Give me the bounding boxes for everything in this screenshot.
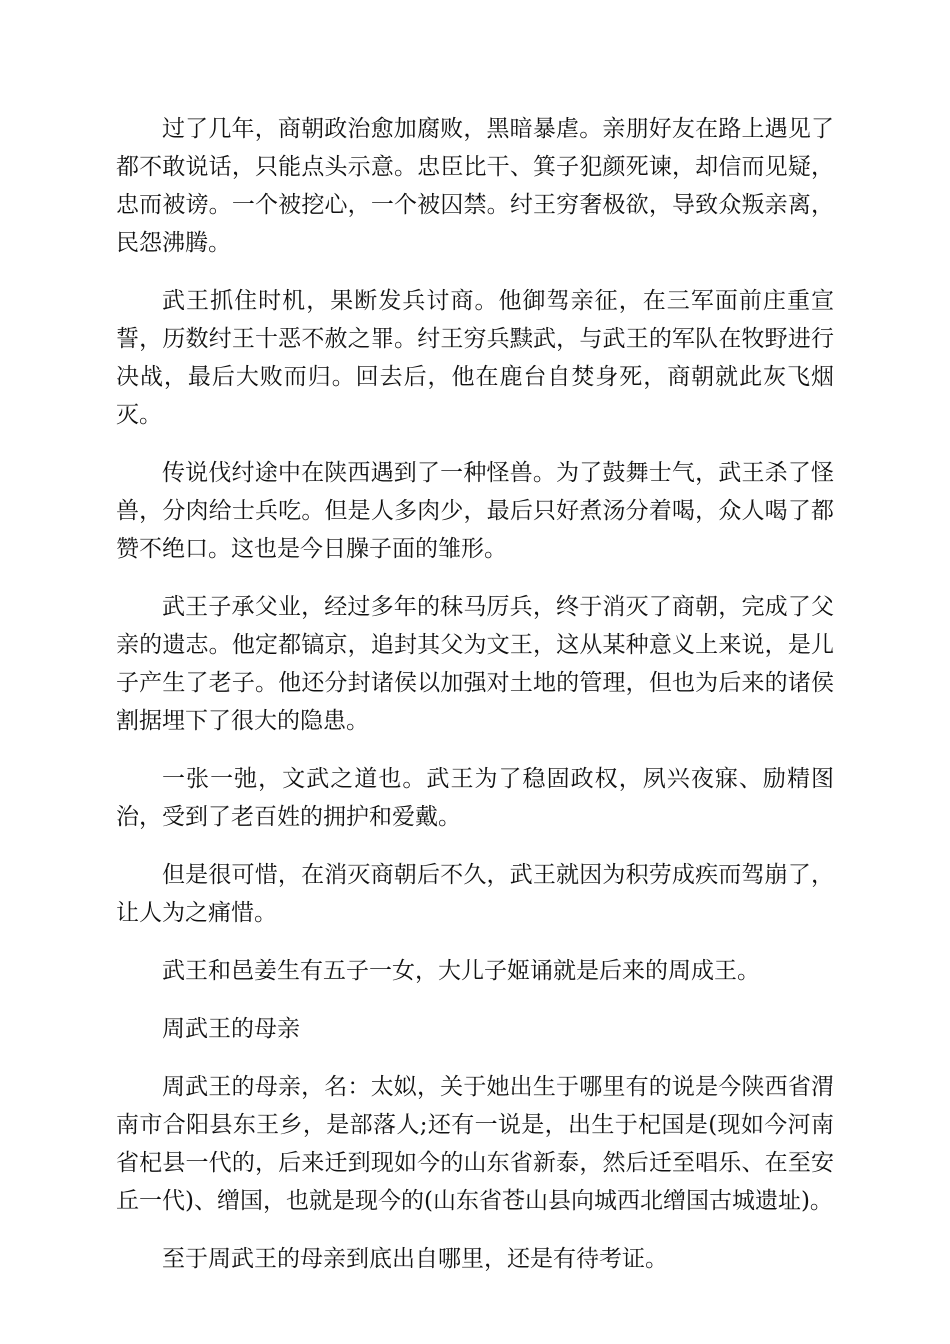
paragraph-king-wu-campaign: 武王抓住时机，果断发兵讨商。他御驾亲征，在三军面前庄重宣誓，历数纣王十恶不赦之罪。纣王穷兵黩武，与武王的军队在牧野进行决战，最后大败而归。回去后，他在鹿台自焚身死，商朝就此灰飞烟灭。 — [116, 288, 834, 428]
paragraph-mother-origin: 周武王的母亲，名：太姒，关于她出生于哪里有的说是今陕西省渭南市合阳县东王乡，是部落人;还有一说是，出生于杞国是(现如今河南省杞县一代的，后来迁到现如今的山东省新泰，然后迁至唱乐、在至安丘一代)、缯国，也就是现今的(山东省苍山县向城西北缯国古城遗址)。 — [116, 1074, 834, 1214]
paragraph-king-wu-children: 武王和邑姜生有五子一女，大儿子姬诵就是后来的周成王。 — [162, 958, 760, 984]
document-body — [116, 110, 834, 1298]
paragraph-wen-wu-dao: 一张一弛，文武之道也。武王为了稳固政权，夙兴夜寐、励精图治，受到了老百姓的拥护和爱戴。 — [116, 766, 834, 830]
paragraph-mother-conclusion: 至于周武王的母亲到底出自哪里，还是有待考证。 — [162, 1246, 668, 1272]
paragraph-king-wu-death: 但是很可惜，在消灭商朝后不久，武王就因为积劳成疾而驾崩了，让人为之痛惜。 — [116, 862, 834, 926]
paragraph-monster-legend: 传说伐纣途中在陕西遇到了一种怪兽。为了鼓舞士气，武王杀了怪兽，分肉给士兵吃。但是人多肉少，最后只好煮汤分着喝，众人喝了都赞不绝口。这也是今日臊子面的雏形。 — [116, 460, 834, 562]
paragraph-shang-decline: 过了几年，商朝政治愈加腐败，黑暗暴虐。亲朋好友在路上遇见了都不敢说话，只能点头示意。忠臣比干、箕子犯颜死谏，却信而见疑，忠而被谤。一个被挖心，一个被囚禁。纣王穷奢极欲，导致众叛亲离，民怨沸腾。 — [116, 116, 834, 256]
section-heading-mother: 周武王的母亲 — [162, 1016, 300, 1042]
paragraph-king-wu-legacy: 武王子承父业，经过多年的秣马厉兵，终于消灭了商朝，完成了父亲的遗志。他定都镐京，追封其父为文王，这从某种意义上来说，是儿子产生了老子。他还分封诸侯以加强对土地的管理，但也为后来的诸侯割据埋下了很大的隐患。 — [116, 594, 834, 734]
